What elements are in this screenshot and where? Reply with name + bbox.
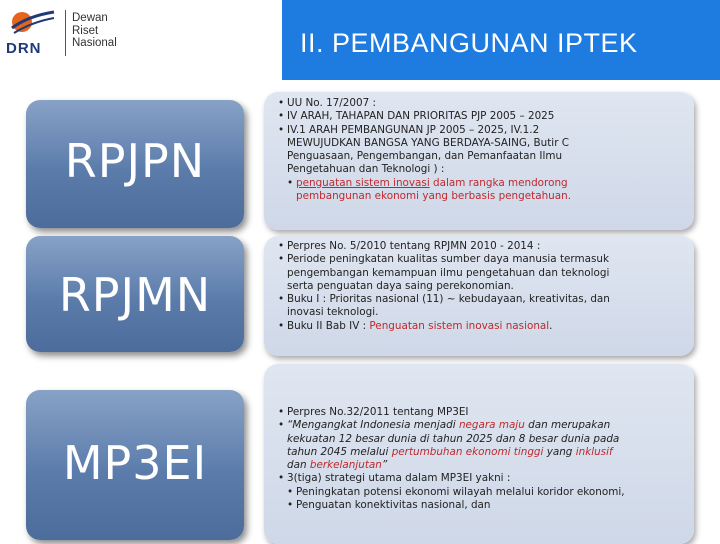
bullet-item: • Perpres No. 5/2010 tentang RPJMN 2010 - 2014 : — [278, 240, 688, 253]
quote-continuation: kekuatan 12 besar dunia di tahun 2025 dan 8 besar dunia pada — [287, 432, 620, 445]
bullet-continuation: serta penguatan daya saing perekonomian. — [287, 279, 514, 292]
rpjmn-label-box — [26, 236, 244, 352]
highlight-text: penguatan sistem inovasi — [296, 176, 430, 189]
logo-name-line: Nasional — [72, 37, 117, 49]
rpjmn-label: RPJMN — [58, 268, 212, 322]
highlight-text: pertumbuhan ekonomi tinggi — [391, 445, 544, 458]
bullet-item: • 3(tiga) strategi utama dalam MP3EI yakni : — [278, 472, 688, 485]
logo-name-line: Dewan — [72, 12, 108, 24]
quote-text: dan merupakan — [524, 419, 611, 432]
logo-abbreviation: DRN — [6, 40, 42, 57]
sub-bullet-text: pembangunan ekonomi yang berbasis pengetahuan. — [296, 190, 572, 203]
sub-bullet-text: dalam rangka mendorong — [429, 176, 568, 189]
bullet-text: Buku II Bab IV : — [287, 319, 370, 332]
rpjpn-label: RPJPN — [64, 134, 206, 188]
mp3ei-content — [278, 406, 688, 512]
quote-text: yang — [543, 445, 576, 458]
bullet-text: . — [549, 319, 553, 332]
logo-name-line: Riset — [72, 24, 99, 37]
rpjpn-label-box — [26, 100, 244, 228]
bullet-continuation: MEWUJUDKAN BANGSA YANG BERDAYA-SAING, Butir C — [287, 136, 570, 149]
quote-continuation — [278, 446, 688, 459]
logo-divider — [65, 10, 66, 56]
bullet-item: • Perpres No.32/2011 tentang MP3EI — [278, 406, 688, 419]
bullet-item — [278, 320, 688, 333]
bullet-item: • Periode peningkatan kualitas sumber daya manusia termasuk — [278, 253, 688, 266]
bullet-continuation: Pengetahuan dan Teknologi ) : — [287, 163, 445, 176]
bullet-item: • Buku I : Prioritas nasional (11) ~ kebudayaan, kreativitas, dan — [278, 293, 688, 306]
bullet-continuation: inovasi teknologi. — [287, 306, 379, 319]
sub-bullet-continuation — [287, 190, 688, 203]
bullet-continuation: pengembangan kemampuan ilmu pengetahuan dan teknologi — [287, 266, 610, 279]
quote-text: dan — [287, 459, 310, 472]
highlight-text: berkelanjutan — [309, 459, 382, 472]
quote-text: “Mengangkat Indonesia menjadi — [287, 419, 459, 432]
bullet-continuation: Penguasaan, Pengembangan, dan Pemanfaatan Ilmu — [287, 150, 563, 163]
bullet-item: • IV.1 ARAH PEMBANGUNAN JP 2005 – 2025, IV.1.2 — [278, 124, 688, 137]
quote-bullet — [278, 419, 688, 432]
quote-continuation — [278, 459, 688, 472]
bullet-item: • IV ARAH, TAHAPAN DAN PRIORITAS PJP 2005 – 2025 — [278, 110, 688, 123]
highlight-text: Penguatan sistem inovasi nasional — [369, 319, 550, 332]
rpjmn-content — [278, 240, 688, 333]
mp3ei-label-box — [26, 390, 244, 540]
logo-name — [72, 12, 117, 50]
sub-bullet-item: • Peningkatan potensi ekonomi wilayah melalui koridor ekonomi, — [287, 486, 688, 499]
sub-bullet-item — [287, 177, 688, 190]
rpjpn-content — [278, 97, 688, 203]
highlight-text: negara maju — [458, 419, 525, 432]
slide-title: II. PEMBANGUNAN IPTEK — [300, 28, 638, 58]
highlight-text: inklusif — [575, 445, 613, 458]
drn-logo — [4, 4, 124, 62]
drn-logo-icon — [8, 8, 56, 38]
quote-text: ” — [381, 459, 388, 472]
quote-text: tahun 2045 melalui — [287, 445, 392, 458]
sub-bullet-item: • Penguatan konektivitas nasional, dan — [287, 499, 688, 512]
mp3ei-label: MP3EI — [62, 436, 208, 490]
bullet-item: • UU No. 17/2007 : — [278, 97, 688, 110]
